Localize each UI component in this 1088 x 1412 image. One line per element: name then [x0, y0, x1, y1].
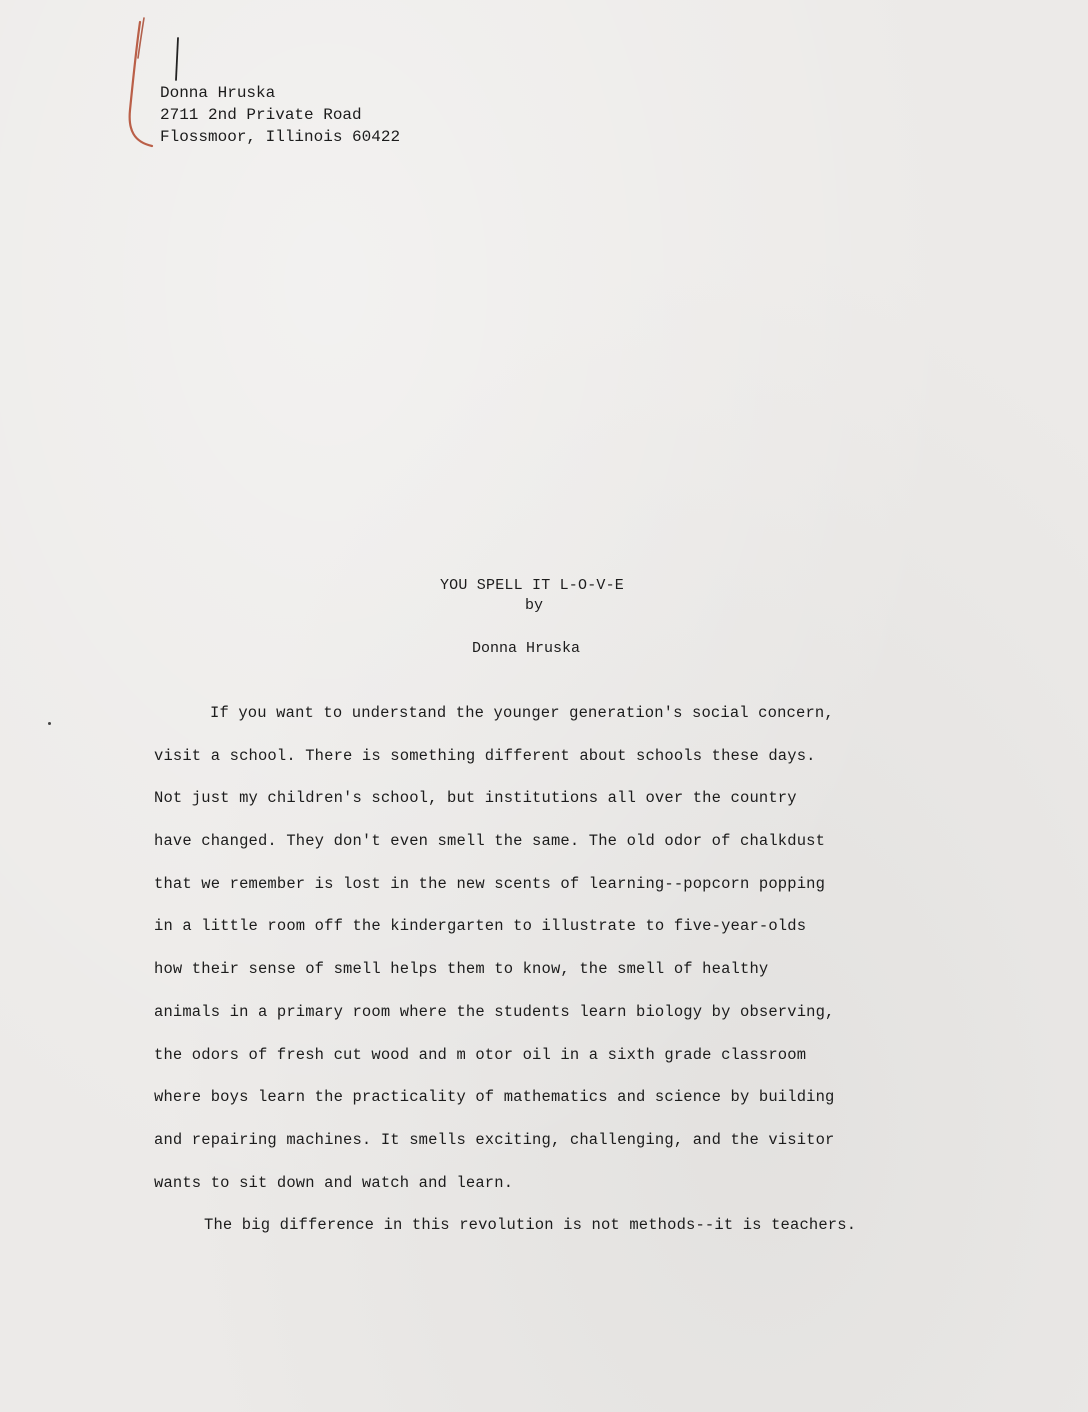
- body-line: have changed. They don't even smell the same. The old odor of chalkdust: [154, 832, 826, 851]
- body-line: animals in a primary room where the students learn biology by observing,: [154, 1002, 835, 1021]
- body-line: and repairing machines. It smells exciting, challenging, and the visitor: [154, 1130, 835, 1149]
- body-line: in a little room off the kindergarten to illustrate to five-year-olds: [154, 917, 807, 936]
- byline-by: by: [524, 597, 543, 614]
- body-line: the odors of fresh cut wood and m otor oil in a sixth grade classroom: [154, 1045, 807, 1064]
- body-line: how their sense of smell helps them to know, the smell of healthy: [154, 960, 769, 979]
- body-line: where boys learn the practicality of mathematics and science by building: [154, 1088, 835, 1107]
- article-body: [154, 702, 954, 1257]
- sender-address: [160, 82, 400, 148]
- body-line: The big difference in this revolution is not methods--it is teachers.: [204, 1216, 857, 1235]
- address-street: 2711 2nd Private Road: [160, 106, 362, 124]
- article-title: YOU SPELL IT L-O-V-E: [439, 577, 625, 594]
- body-line: visit a school. There is something different about schools these days.: [154, 746, 816, 765]
- address-city: Flossmoor, Illinois 60422: [160, 128, 401, 146]
- address-name: Donna Hruska: [160, 84, 276, 102]
- body-line: that we remember is lost in the new scents of learning--popcorn popping: [154, 874, 826, 893]
- paper-speck: [48, 722, 51, 725]
- body-line: If you want to understand the younger generation's social concern,: [210, 704, 834, 722]
- byline-author: Donna Hruska: [471, 640, 581, 657]
- body-line: wants to sit down and watch and learn.: [154, 1173, 514, 1192]
- body-line: Not just my children's school, but institutions all over the country: [154, 789, 797, 808]
